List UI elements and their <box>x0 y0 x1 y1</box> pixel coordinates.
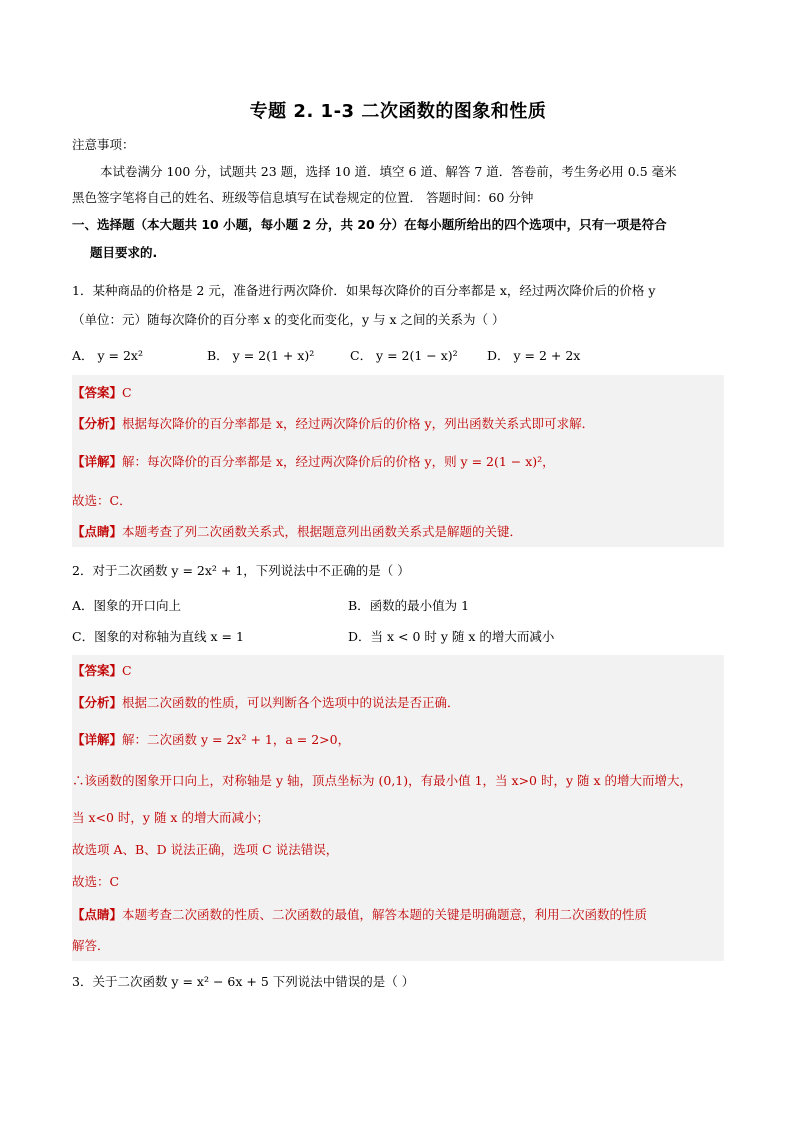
comment-text: 本题考查了列二次函数关系式，根据题意列出函数关系式是解题的关键． <box>122 524 523 539</box>
detail-tag: 【详解】 <box>72 454 123 469</box>
q2-analysis <box>72 694 460 712</box>
notice-line-1: 本试卷满分 100 分，试题共 23 题，选择 10 道．填空 6 道、解答 7 道．答卷前，考生务必用 0.5 毫米 <box>100 164 677 179</box>
q2-stem: 2．对于二次函数 y = 2x² + 1，下列说法中不正确的是（ ） <box>72 563 410 578</box>
q2-option-b: B．函数的最小值为 1 <box>348 598 470 613</box>
q2-option-d: D．当 x < 0 时 y 随 x 的增大而减小 <box>348 629 555 644</box>
comment-tag: 【点睛】 <box>72 907 123 922</box>
analysis-text: 根据每次降价的百分率都是 x，经过两次降价后的价格 y，列出函数关系式即可求解． <box>122 416 595 431</box>
answer-tag: 【答案】 <box>72 663 123 678</box>
analysis-text: 根据二次函数的性质，可以判断各个选项中的说法是否正确． <box>122 695 460 710</box>
q2-answer-block <box>72 655 724 961</box>
analysis-tag: 【分析】 <box>72 416 123 431</box>
detail-text: 解：二次函数 y = 2x² + 1，a = 2>0， <box>122 732 351 747</box>
section-heading: 一、选择题（本大题共 10 小题，每小题 2 分，共 20 分）在每小题所给出的四个选项中，只有一项是符合 <box>72 217 667 232</box>
answer-tag: 【答案】 <box>72 385 123 400</box>
q1-answer <box>72 384 132 402</box>
q1-analysis <box>72 415 594 433</box>
q2-detail-2: ∴该函数的图象开口向上，对称轴是 y 轴，顶点坐标为 (0,1)，有最小值 1，当 x>0 时，y 随 x 的增大而增大， <box>72 773 692 788</box>
q2-option-a: A．图象的开口向上 <box>72 598 182 613</box>
q1-answer-block <box>72 375 724 547</box>
q1-option-b: B． y = 2(1 + x)² <box>207 348 315 363</box>
q2-comment-1 <box>72 906 647 924</box>
answer-value: C <box>122 385 132 400</box>
notice-heading: 注意事项： <box>72 137 135 152</box>
q2-option-c: C．图象的对称轴为直线 x = 1 <box>72 629 244 644</box>
q3-stem: 3．关于二次函数 y = x² − 6x + 5 下列说法中错误的是（ ） <box>72 974 415 989</box>
q1-option-d: D． y = 2 + 2x <box>487 348 581 363</box>
q2-detail-3: 当 x<0 时，y 随 x 的增大而减小； <box>72 810 269 825</box>
q1-option-a: A． y = 2x² <box>72 348 143 363</box>
q1-stem-1: 1．某种商品的价格是 2 元，准备进行两次降价．如果每次降价的百分率都是 x，经过两次降价后的价格 y <box>72 283 656 298</box>
q2-detail-4: 故选项 A、B、D 说法正确，选项 C 说法错误， <box>72 842 339 857</box>
comment-text: 本题考查二次函数的性质、二次函数的最值，解答本题的关键是明确题意，利用二次函数的性质 <box>122 907 648 922</box>
q1-choose: 故选：C． <box>72 493 132 508</box>
answer-value: C <box>122 663 132 678</box>
section-heading-cont: 题目要求的. <box>90 245 158 260</box>
detail-tag: 【详解】 <box>72 732 123 747</box>
q2-choose: 故选：C <box>72 874 120 889</box>
detail-text: 解：每次降价的百分率都是 x，经过两次降价后的价格 y，则 y = 2(1 − x)²， <box>122 454 555 469</box>
analysis-tag: 【分析】 <box>72 695 123 710</box>
q2-answer <box>72 662 132 680</box>
q1-detail <box>72 453 555 471</box>
q1-stem-2: （单位：元）随每次降价的百分率 x 的变化而变化，y 与 x 之间的关系为（ ） <box>72 312 505 327</box>
comment-tag: 【点睛】 <box>72 524 123 539</box>
q2-comment-2: 解答． <box>72 938 110 953</box>
page-title: 专题 2. 1-3 二次函数的图象和性质 <box>249 101 547 122</box>
q1-comment <box>72 523 522 541</box>
q2-detail-1 <box>72 731 350 749</box>
q1-option-c: C． y = 2(1 − x)² <box>350 348 458 363</box>
notice-line-2: 黑色签字笔将自己的姓名、班级等信息填写在试卷规定的位置． 答题时间：60 分钟 <box>72 190 534 205</box>
